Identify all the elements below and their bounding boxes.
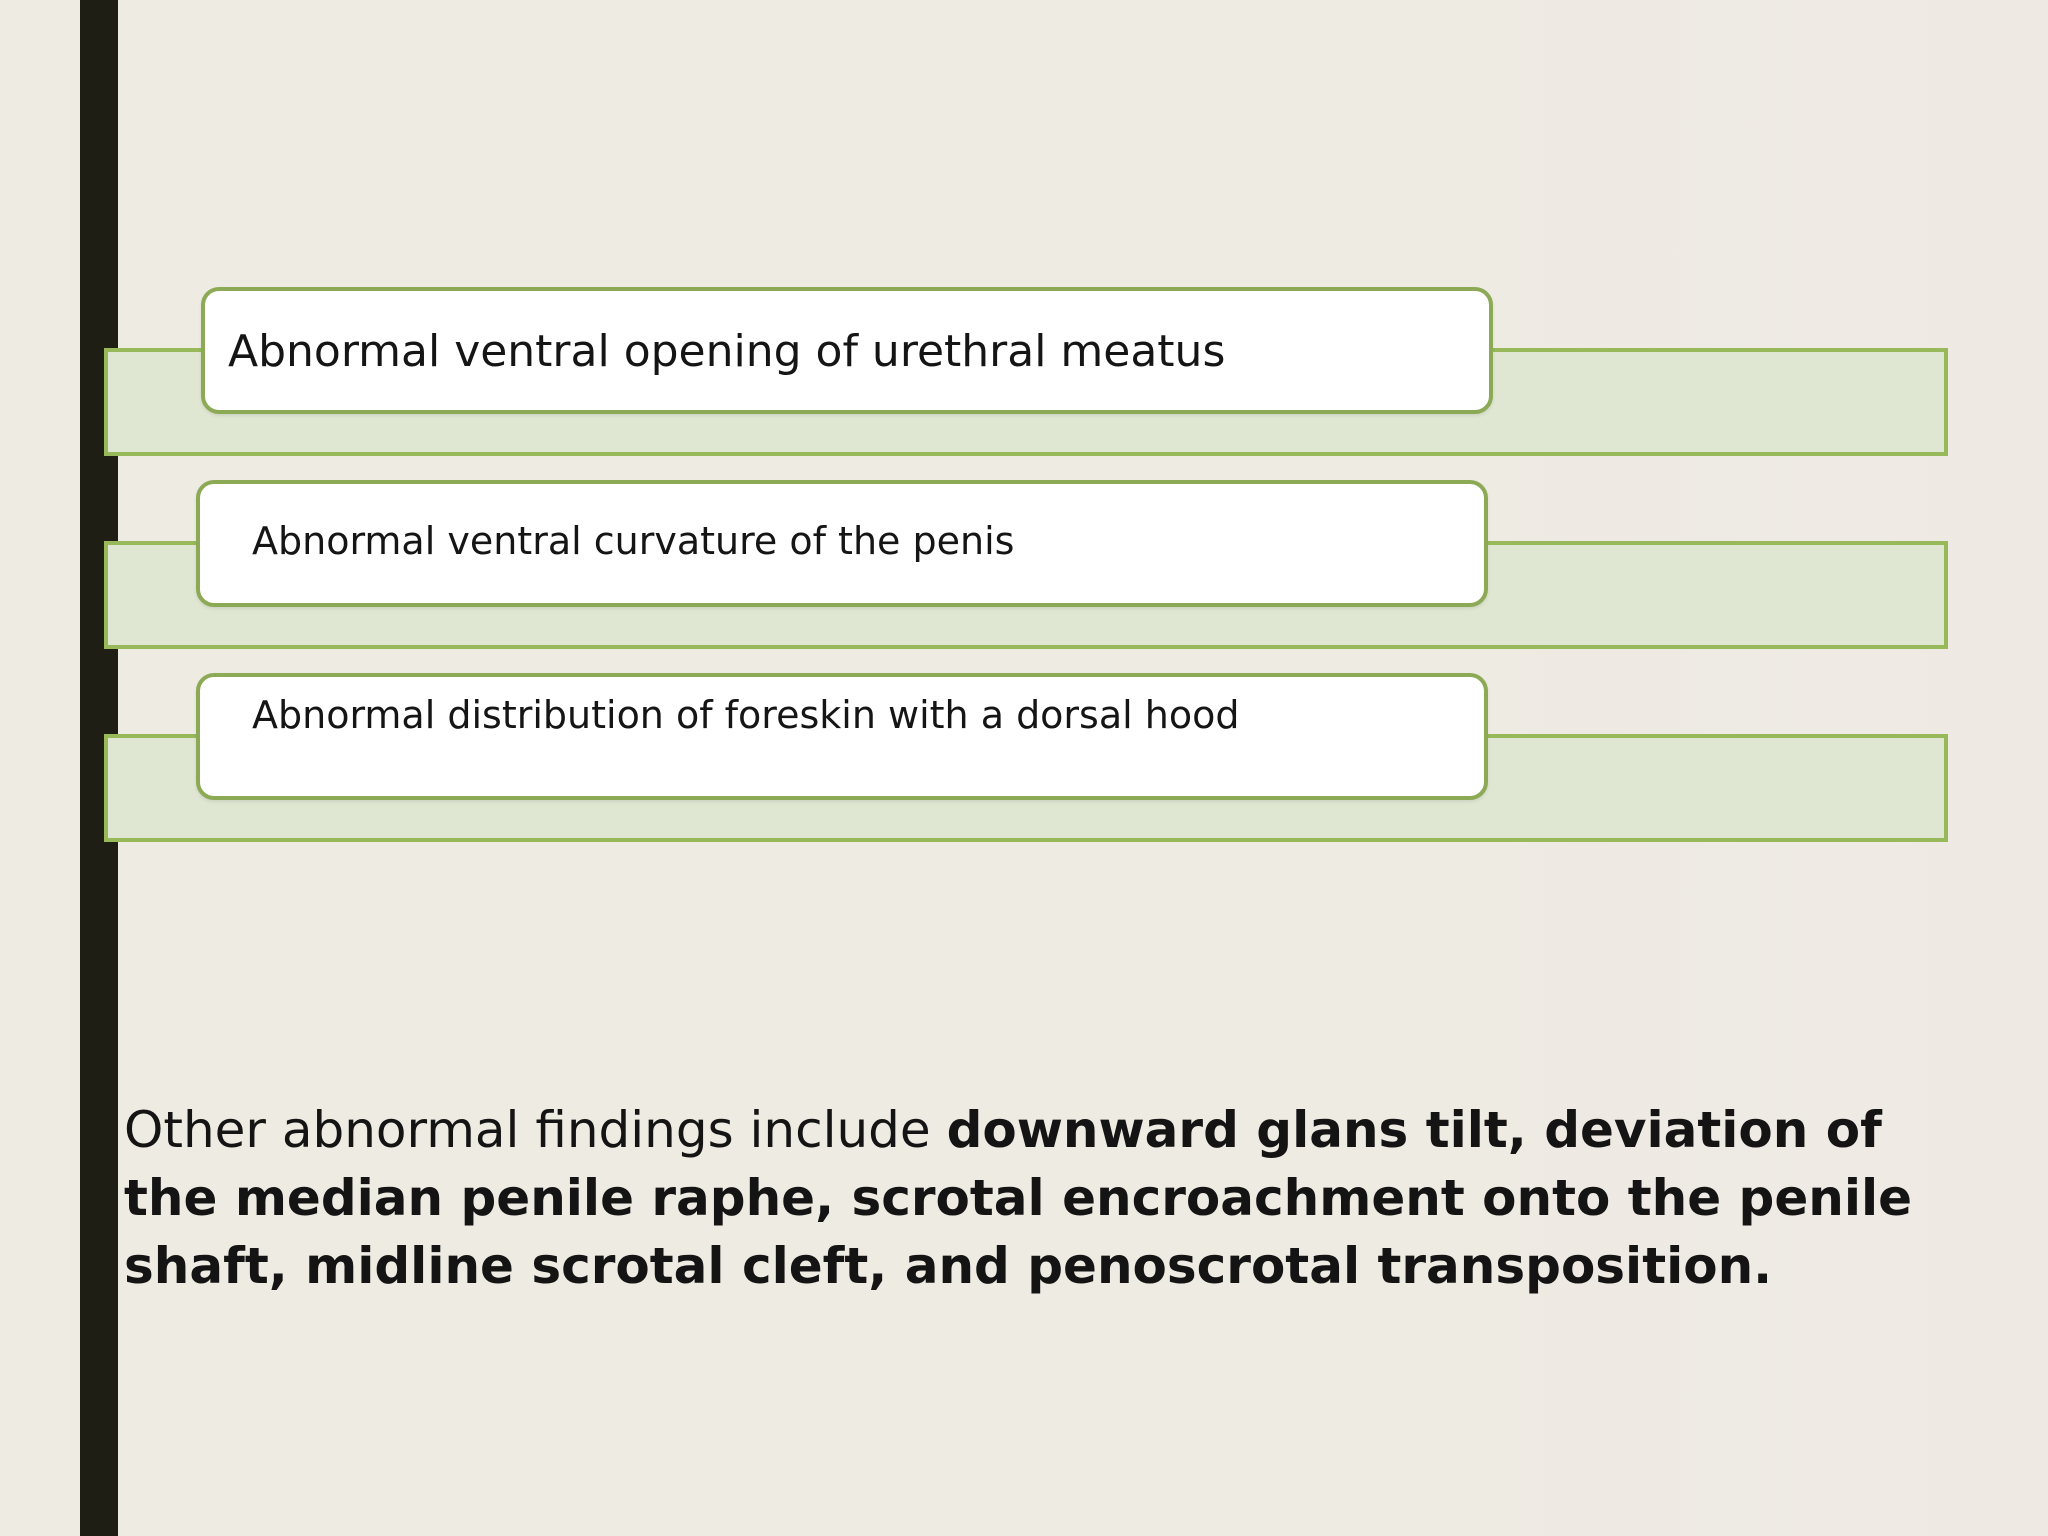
list-item-label: Abnormal ventral curvature of the penis [252,519,1015,563]
summary-lead: Other abnormal findings include [124,1101,947,1159]
list-item-label: Abnormal distribution of foreskin with a dorsal hood [252,693,1240,737]
summary-emphasis: downward glans tilt, deviation of the median penile raphe, scrotal encroachment onto the penile shaft, midline scrotal cleft, and penoscrotal transposition. [124,1101,1913,1295]
summary-paragraph [124,1096,1964,1300]
list-item-label: Abnormal ventral opening of urethral meatus [228,326,1226,377]
